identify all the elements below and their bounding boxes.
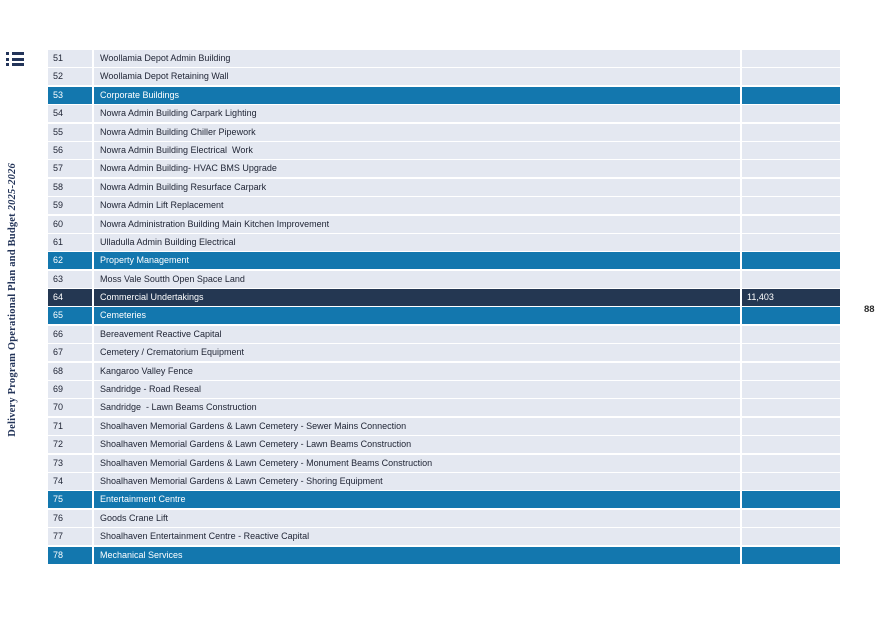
- table-row: [48, 455, 840, 472]
- row-number-cell: 61: [48, 234, 92, 251]
- row-number-cell: 75: [48, 491, 92, 508]
- row-number-cell: 54: [48, 105, 92, 122]
- row-label-cell: Sandridge - Road Reseal: [94, 381, 740, 398]
- row-number-cell: 74: [48, 473, 92, 490]
- row-value-cell: [742, 252, 840, 269]
- row-number-cell: 71: [48, 418, 92, 435]
- row-value-cell: [742, 510, 840, 527]
- row-value-cell: [742, 105, 840, 122]
- list-icon[interactable]: [6, 52, 24, 66]
- table-row: [48, 363, 840, 380]
- row-number-cell: 60: [48, 216, 92, 233]
- row-label-cell: Cemeteries: [94, 307, 740, 324]
- row-value-cell: [742, 179, 840, 196]
- row-label-cell: Goods Crane Lift: [94, 510, 740, 527]
- row-value-cell: [742, 50, 840, 67]
- table-row: [48, 473, 840, 490]
- list-icon-row: [6, 63, 24, 66]
- row-number-cell: 64: [48, 289, 92, 306]
- table-row: [48, 216, 840, 233]
- table-row: [48, 234, 840, 251]
- sidebar-title-wrap: [4, 165, 20, 435]
- table-row: [48, 50, 840, 67]
- table-row: [48, 307, 840, 324]
- row-value-cell: [742, 271, 840, 288]
- row-label-cell: Shoalhaven Memorial Gardens & Lawn Cemetery - Shoring Equipment: [94, 473, 740, 490]
- table-row: [48, 436, 840, 453]
- row-number-cell: 76: [48, 510, 92, 527]
- row-label-cell: Sandridge - Lawn Beams Construction: [94, 399, 740, 416]
- row-number-cell: 56: [48, 142, 92, 159]
- row-value-cell: [742, 528, 840, 545]
- row-number-cell: 72: [48, 436, 92, 453]
- page-number: 88: [864, 304, 875, 315]
- table-row: [48, 381, 840, 398]
- table-row: [48, 179, 840, 196]
- table-row: [48, 124, 840, 141]
- document-title-years: 2025-2026: [6, 163, 18, 211]
- table-row: [48, 528, 840, 545]
- row-number-cell: 63: [48, 271, 92, 288]
- table-row: [48, 197, 840, 214]
- row-number-cell: 70: [48, 399, 92, 416]
- row-value-cell: [742, 326, 840, 343]
- row-value-cell: [742, 455, 840, 472]
- row-number-cell: 67: [48, 344, 92, 361]
- row-number-cell: 68: [48, 363, 92, 380]
- row-label-cell: Corporate Buildings: [94, 87, 740, 104]
- row-label-cell: Entertainment Centre: [94, 491, 740, 508]
- row-value-cell: [742, 68, 840, 85]
- row-label-cell: Shoalhaven Entertainment Centre - Reactive Capital: [94, 528, 740, 545]
- row-label-cell: Commercial Undertakings: [94, 289, 740, 306]
- row-label-cell: Nowra Admin Building Chiller Pipework: [94, 124, 740, 141]
- row-number-cell: 52: [48, 68, 92, 85]
- row-value-cell: [742, 197, 840, 214]
- row-value-cell: [742, 436, 840, 453]
- row-label-cell: Shoalhaven Memorial Gardens & Lawn Cemetery - Sewer Mains Connection: [94, 418, 740, 435]
- row-number-cell: 55: [48, 124, 92, 141]
- table-row: [48, 289, 840, 306]
- row-label-cell: Mechanical Services: [94, 547, 740, 564]
- table-row: [48, 491, 840, 508]
- row-value-cell: [742, 216, 840, 233]
- row-number-cell: 62: [48, 252, 92, 269]
- table-row: [48, 142, 840, 159]
- list-icon-row: [6, 58, 24, 61]
- row-label-cell: Nowra Admin Lift Replacement: [94, 197, 740, 214]
- row-value-cell: [742, 344, 840, 361]
- table-row: [48, 160, 840, 177]
- row-label-cell: Ulladulla Admin Building Electrical: [94, 234, 740, 251]
- budget-table: [48, 50, 840, 565]
- row-value-cell: [742, 142, 840, 159]
- table-row: [48, 87, 840, 104]
- row-number-cell: 53: [48, 87, 92, 104]
- row-label-cell: Kangaroo Valley Fence: [94, 363, 740, 380]
- table-row: [48, 399, 840, 416]
- table-row: [48, 252, 840, 269]
- table-row: [48, 326, 840, 343]
- table-row: [48, 344, 840, 361]
- table-row: [48, 510, 840, 527]
- row-number-cell: 69: [48, 381, 92, 398]
- row-value-cell: [742, 473, 840, 490]
- table-row: [48, 105, 840, 122]
- row-number-cell: 57: [48, 160, 92, 177]
- row-value-cell: [742, 234, 840, 251]
- row-value-cell: [742, 160, 840, 177]
- row-label-cell: Nowra Administration Building Main Kitchen Improvement: [94, 216, 740, 233]
- row-value-cell: [742, 307, 840, 324]
- row-label-cell: Nowra Admin Building Resurface Carpark: [94, 179, 740, 196]
- row-label-cell: Woollamia Depot Retaining Wall: [94, 68, 740, 85]
- row-number-cell: 58: [48, 179, 92, 196]
- document-title-vertical: [7, 163, 18, 437]
- row-value-cell: [742, 399, 840, 416]
- row-value-cell: [742, 124, 840, 141]
- document-title-text: Delivery Program Operational Plan and Budget: [6, 210, 18, 437]
- row-number-cell: 73: [48, 455, 92, 472]
- row-label-cell: Property Management: [94, 252, 740, 269]
- row-number-cell: 65: [48, 307, 92, 324]
- row-label-cell: Nowra Admin Building Carpark Lighting: [94, 105, 740, 122]
- row-value-cell: [742, 547, 840, 564]
- table-row: [48, 547, 840, 564]
- row-label-cell: Shoalhaven Memorial Gardens & Lawn Cemetery - Monument Beams Construction: [94, 455, 740, 472]
- row-number-cell: 78: [48, 547, 92, 564]
- row-value-cell: [742, 363, 840, 380]
- row-label-cell: Woollamia Depot Admin Building: [94, 50, 740, 67]
- row-label-cell: Nowra Admin Building Electrical Work: [94, 142, 740, 159]
- row-number-cell: 59: [48, 197, 92, 214]
- row-value-cell: [742, 381, 840, 398]
- table-row: [48, 271, 840, 288]
- row-number-cell: 51: [48, 50, 92, 67]
- row-number-cell: 66: [48, 326, 92, 343]
- table-row: [48, 68, 840, 85]
- row-label-cell: Bereavement Reactive Capital: [94, 326, 740, 343]
- list-icon-row: [6, 52, 24, 55]
- row-value-cell: [742, 418, 840, 435]
- row-label-cell: Cemetery / Crematorium Equipment: [94, 344, 740, 361]
- row-number-cell: 77: [48, 528, 92, 545]
- row-value-cell: [742, 491, 840, 508]
- row-value-cell: 11,403: [742, 289, 840, 306]
- row-label-cell: Moss Vale Soutth Open Space Land: [94, 271, 740, 288]
- row-label-cell: Nowra Admin Building- HVAC BMS Upgrade: [94, 160, 740, 177]
- row-value-cell: [742, 87, 840, 104]
- table-row: [48, 418, 840, 435]
- row-label-cell: Shoalhaven Memorial Gardens & Lawn Cemetery - Lawn Beams Construction: [94, 436, 740, 453]
